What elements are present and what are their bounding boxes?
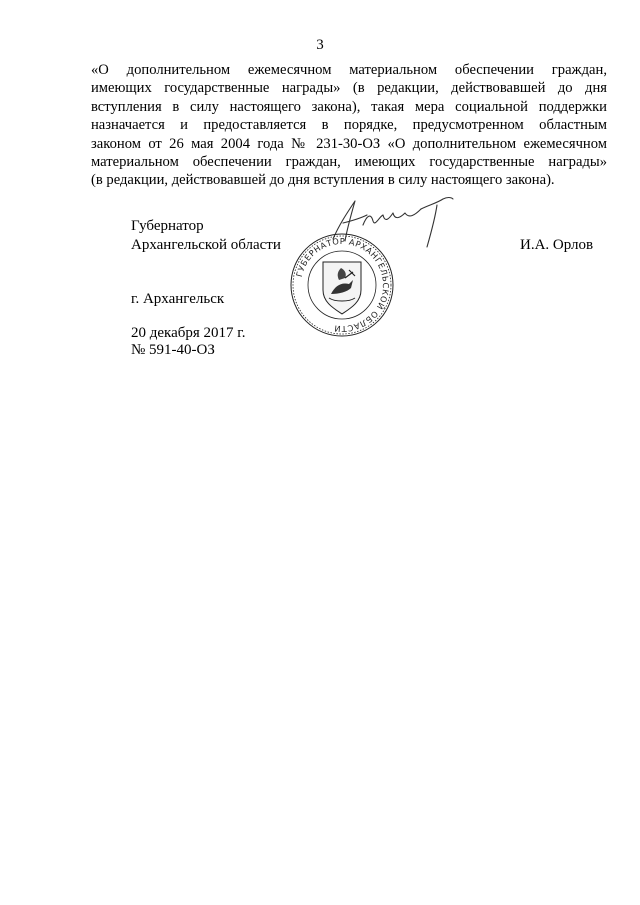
seal-ring-text: ГУБЕРНАТОР АРХАНГЕЛЬСКОЙ ОБЛАСТИ <box>293 235 392 335</box>
body-line: материальном обеспечении граждан, имеющих государственные награды» <box>91 154 607 171</box>
body-line: (в редакции, действовавшей до дня вступления в силу настоящего закона). <box>91 172 555 189</box>
signatory-position-line2: Архангельской области <box>131 237 281 253</box>
body-line: имеющих государственные награды» (в редакции, действовавшей до дня <box>91 80 607 97</box>
document-number: № 591-40-ОЗ <box>131 342 215 358</box>
body-line: «О дополнительном ежемесячном материальном обеспечении граждан, <box>91 62 607 78</box>
body-paragraph <box>91 61 607 190</box>
official-seal <box>289 232 395 338</box>
page-number: 3 <box>316 37 324 53</box>
body-line: законом от 26 мая 2004 года № 231-30-ОЗ «О дополнительном ежемесячном <box>91 135 607 152</box>
place: г. Архангельск <box>131 291 225 307</box>
body-line: вступления в силу настоящего закона), такая мера социальной поддержки <box>91 98 607 115</box>
date: 20 декабря 2017 г. <box>131 325 246 341</box>
body-line: назначается и предоставляется в порядке, предусмотренном областным <box>91 117 607 134</box>
signatory-name: И.А. Орлов <box>520 237 594 253</box>
coat-of-arms-icon <box>323 262 361 314</box>
signatory-position-line1: Губернатор <box>131 218 204 234</box>
